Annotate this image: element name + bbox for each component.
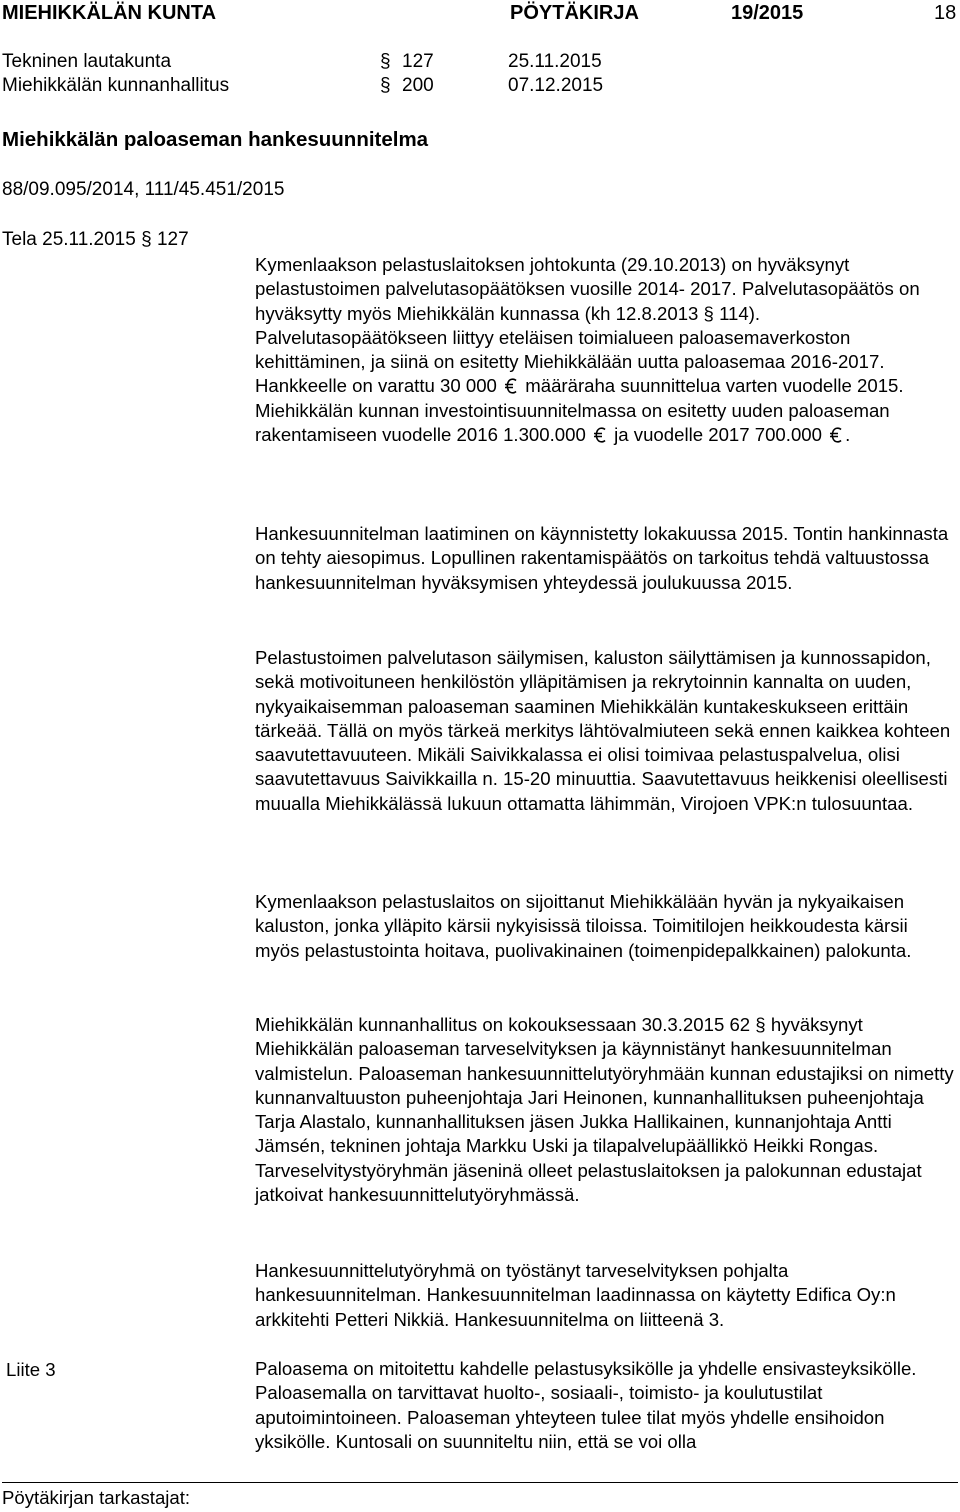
- matter-reference: 88/09.095/2014, 111/45.451/2015: [2, 179, 285, 200]
- paragraph-equipment: [255, 890, 955, 963]
- p5-text: Miehikkälän kunnanhallitus on kokouksessaan 30.3.2015 62 § hyväksynyt Miehikkälän paloaseman tarveselvityksen ja käynnistänyt hankesuunnitelman valmistelun. Paloaseman hankesuunnittelutyöryhmään kunnan edustajiksi on nimetty kunnanvaltuuston puheenjohtaja Jari Heinonen, kunnanhallituksen puheenjohtaja Tarja Alastalo, kunnanhallituksen jäsen Jukka Hallikainen, kunnanjohtaja Antti Jämsén, tekninen johtaja Markku Uski ja tilapalvelupäällikkö Heikki Rongas. Tarveselvitystyöryhmän jäseninä olleet pelastuslaitoksen ja palokunnan edustajat jatkoivat hankesuunnittelutyöryhmässä.: [255, 1014, 954, 1206]
- section-icon: §: [703, 302, 714, 324]
- p1-text-b: 114). Palvelutasopäätökseen liittyy eteläisen toimialueen paloasemaverkoston kehittäminen, ja siinä on esitetty Miehikkälään uutta paloasemaa 2016-2017.: [255, 302, 885, 373]
- reviewers-label: Pöytäkirjan tarkastajat:: [2, 1487, 191, 1508]
- municipality-name: MIEHIKKÄLÄN KUNTA: [2, 2, 217, 24]
- matter-title: Miehikkälän paloaseman hankesuunnitelma: [2, 128, 429, 151]
- p1-text-c: Hankkeelle on varattu 30 000: [255, 375, 497, 397]
- section-icon: §: [380, 75, 391, 96]
- p1-text-f: .: [845, 424, 851, 446]
- paragraph-working-group: [255, 1013, 955, 1207]
- p4-text: Kymenlaakson pelastuslaitos on sijoittanut Miehikkälään hyvän ja nykyaikaisen kaluston, jonka ylläpito kärsii nykyisissä tiloissa. Toimitilojen heikkoudesta kärsii myös pelastustointa hoitava, puolivakinainen (toimenpidepalkkainen) palokunta.: [255, 891, 912, 961]
- page-number: 18: [934, 2, 957, 24]
- meeting-date-1: 25.11.2015: [508, 51, 602, 72]
- p1-text-a: Kymenlaakson pelastuslaitoksen johtokunta (29.10.2013) on hyväksynyt pelastustoimen palvelutasopäätöksen vuosille 2014- 2017. Palvelutasopäätös on hyväksytty myös Miehikkälän kunnassa (kh 12.8.2013: [255, 254, 920, 324]
- footer-divider: [2, 1482, 958, 1483]
- meeting-section-1: 127: [402, 51, 434, 72]
- paragraph-dimensioning: [255, 1357, 955, 1454]
- paragraph-background: [255, 253, 955, 447]
- paragraph-plan: [255, 1259, 955, 1332]
- p2-text: Hankesuunnitelman laatiminen on käynnistetty lokakuussa 2015. Tontin hankinnasta on tehty aiesopimus. Lopullinen rakentamispäätös on tarkoitus tehdä valtuustossa hankesuunnitelman hyväksymisen yhteydessä joulukuussa 2015.: [255, 523, 949, 593]
- attachment-label: Liite 3: [6, 1359, 56, 1380]
- section-icon: §: [141, 229, 152, 250]
- section-icon: §: [380, 51, 391, 72]
- p3-text: Pelastustoimen palvelutason säilymisen, kaluston säilyttämisen ja kunnossapidon, sekä motivoituneen henkilöstön ylläpitämisen ja rekrytoinnin kannalta on uuden, nykyaikaisemman paloaseman saaminen Miehikkälän kuntakeskukseen erittäin tärkeää. Tällä on myös tärkeä merkitys lähtövalmiuteen sekä ennen kaikkea kohteen saavutettavuuteen. Mikäli Saivikkalassa ei olisi toimivaa pelastuspalvelua, olisi saavutettavuus Saivikkailla n. 15-20 minuuttia. Saavutettavuus heikkenisi oleellisesti muualla Miehikkälässä lukuun ottamatta lähimmän, Virojoen VPK:n tulosuuntaa.: [255, 647, 951, 814]
- handling-prefix: Tela 25.11.2015: [2, 229, 136, 250]
- euro-icon: [829, 426, 843, 444]
- euro-icon: [593, 426, 607, 444]
- meeting-date-2: 07.12.2015: [508, 75, 604, 96]
- p7-text: Paloasema on mitoitettu kahdelle pelastusyksikölle ja yhdelle ensivasteyksikölle. Paloasemalla on tarvittavat huolto-, sosiaali-, toimisto- ja koulutustilat aputoimintoineen. Paloaseman yhteyteen tulee tilat myös yhdelle ensihoidon yksikölle. Kuntosali on suunniteltu niin, että se voi olla: [255, 1358, 917, 1452]
- handling-line: [2, 228, 189, 252]
- paragraph-schedule: [255, 522, 955, 595]
- meeting-section-2: 200: [402, 75, 434, 96]
- euro-icon: [504, 377, 518, 395]
- document-number: 19/2015: [731, 2, 804, 24]
- meeting-body-2: Miehikkälän kunnanhallitus: [2, 75, 230, 96]
- p6-text: Hankesuunnittelutyöryhmä on työstänyt tarveselvityksen pohjalta hankesuunnitelman. Hankesuunnitelman laadinnassa on käytetty Edifica Oy:n arkkitehti Petteri Nikkiä. Hankesuunnitelma on liitteenä 3.: [255, 1260, 896, 1330]
- document-type: PÖYTÄKIRJA: [510, 2, 639, 24]
- meeting-body-1: Tekninen lautakunta: [2, 51, 172, 72]
- p1-text-d: määräraha suunnittelua varten vuodelle 2015. Miehikkälän kunnan investointisuunnitelmassa on esitetty uuden paloaseman rakentamiseen vuodelle 2016 1.300.000: [255, 375, 904, 446]
- paragraph-justification: [255, 646, 955, 816]
- p1-text-e: ja vuodelle 2017 700.000: [614, 424, 822, 446]
- handling-section: 127: [156, 229, 189, 250]
